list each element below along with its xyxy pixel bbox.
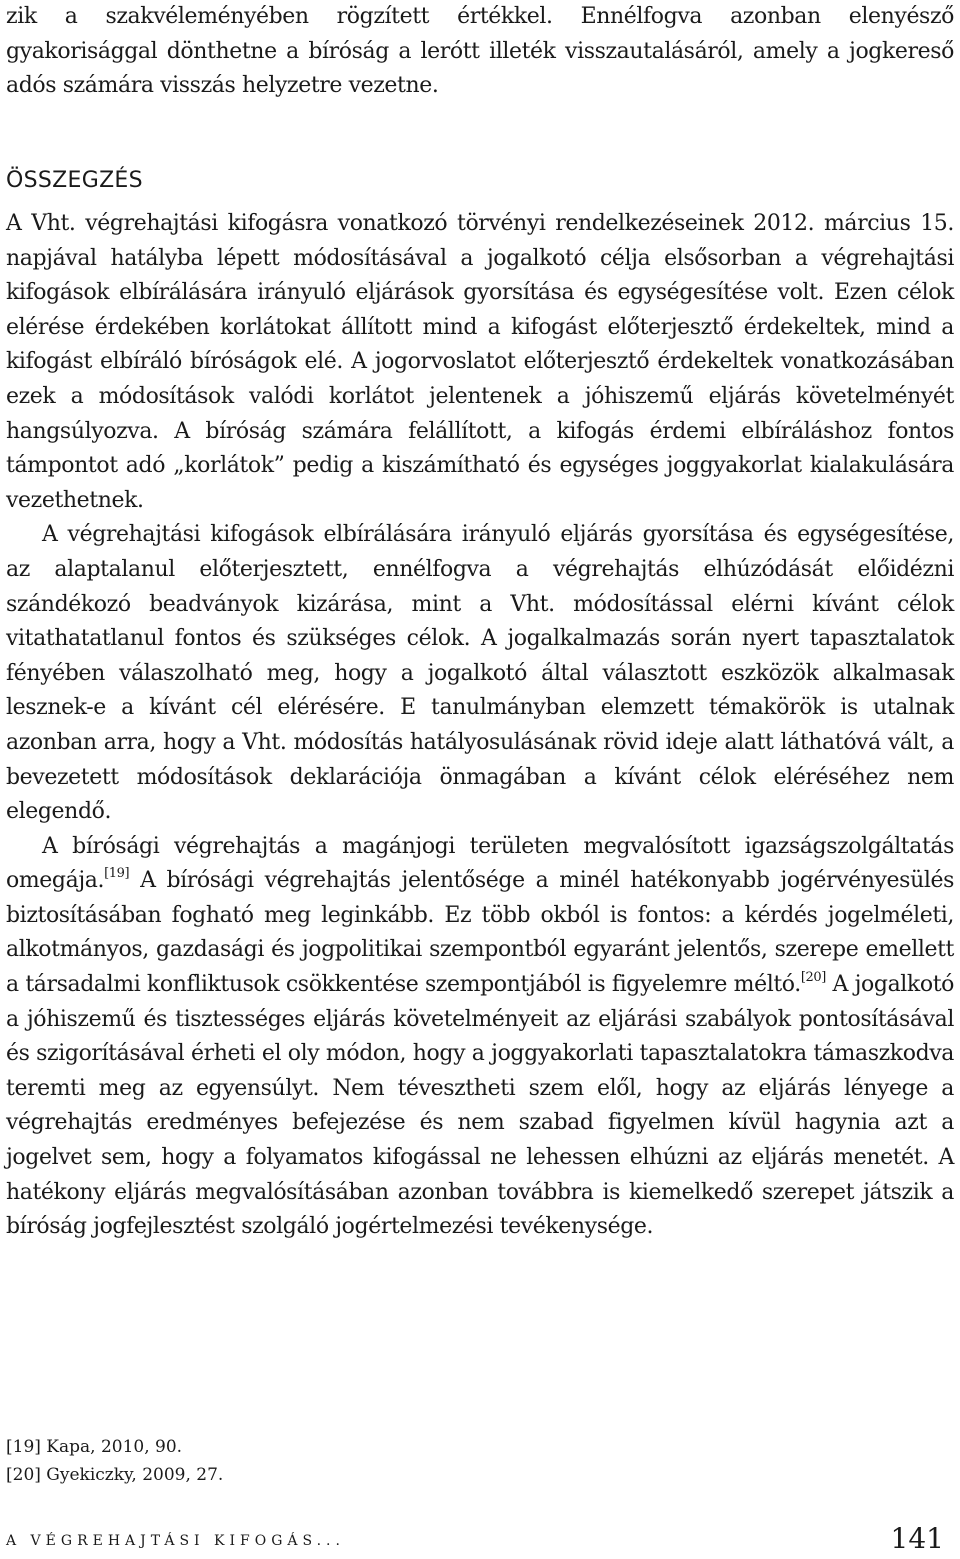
footnote-20: [20] Gyekiczky, 2009, 27. (6, 1465, 224, 1485)
page-number: 141 (890, 1522, 944, 1555)
body-text (6, 207, 954, 1245)
footnotes (6, 1433, 223, 1489)
running-title: A VÉGREHAJTÁSI KIFOGÁS... (6, 1533, 345, 1549)
section-heading: ÖSSZEGZÉS (6, 168, 143, 193)
paragraph-2: A végrehajtási kifogások elbírálására irányuló eljárás gyorsítása és egységesítése, az alaptalanul előterjesztett, ennélfogva a végrehajtás elhúzódását előidézni szándékozó beadványok kizárása, mint a Vht. módosítással elérni kívánt célok vitathatatlanul fontos és szükséges célok. A jogalkalmazás során nyert tapasztalatok fényében válaszolható meg, hogy a jogalkotó által választott eszközök alkalmasak lesznek-e a kívánt cél elérésére. E tanulmányban elemzett témakörök is utalnak azonban arra, hogy a Vht. módosítás hatályosulásának rövid ideje alatt láthatóvá vált, a bevezetett módosítások deklarációja önmagában a kívánt célok eléréséhez nem elegendő. (6, 522, 954, 825)
paragraph-3-part-c: A jogalkotó a jóhiszemű és tisztességes eljárás követelményeit az eljárási szabályok pontosításával és szigorításával érheti el oly módon, hogy a joggyakorlati tapasztalatokra támaszkodva teremti meg az egyensúlyt. Nem tévesztheti szem elől, hogy az eljárás lényege a végrehajtás eredményes befejezése és nem szabad figyelmen kívül hagynia azt a jogelvet sem, hogy a folyamatos kifogással ne lehessen elhúzni az eljárás menetét. A hatékony eljárás megvalósításában azonban továbbra is kiemelkedő szerepet játszik a bíróság jogfejlesztést szolgáló jogértelmezési tevékenysége. (6, 972, 954, 1240)
paragraph-3-part-b: A bírósági végrehajtás jelentősége a minél hatékonyabb jogérvényesülés biztosításában fogható meg leginkább. Ez több okból is fontos: a kérdés jogelméleti, alkotmányos, gazdasági és jogpolitikai szempontból egyaránt jelentős, szerepe emellett a társadalmi konfliktusok csökkentése szempontjából is figyelemre méltó. (6, 868, 954, 998)
paragraph-3 (6, 830, 954, 1245)
intro-paragraph: zik a szakvéleményében rögzített értékkel. Ennélfogva azonban elenyésző gyakorisággal dönthetne a bíróság a lerótt illeték visszautalásáról, amely a jogkereső adós számára visszás helyzetre vezetne. (6, 4, 954, 99)
footnote-ref-19[interactable]: [19] (104, 865, 130, 881)
footnote-ref-20[interactable]: [20] (800, 969, 826, 985)
paragraph-1: A Vht. végrehajtási kifogásra vonatkozó törvényi rendelkezéseinek 2012. március 15. napjával hatályba lépett módosításával a jogalkotó célja elsősorban a végrehajtási kifogások elbírálására irányuló eljárások gyorsítása és egységesítése volt. Ezen célok elérése érdekében korlátokat állított mind a kifogást előterjesztő érdekeltek, mind a kifogást elbíráló bíróságok elé. A jogorvoslatot előterjesztő érdekeltek vonatkozásában ezek a módosítások valódi korlátot jelentenek a jóhiszemű eljárás követelményét hangsúlyozva. A bíróság számára felállított, a kifogás érdemi elbíráláshoz fontos támpontot adó „korlátok” pedig a kiszámítható és egységes joggyakorlat kialakulására vezethetnek. (6, 211, 954, 513)
intro-paragraph-block (6, 0, 954, 104)
paragraph-3-part-a: A bírósági végrehajtás a magánjogi területen megvalósított igazságszolgáltatás omegája. (6, 833, 954, 894)
footnote-19: [19] Kapa, 2010, 90. (6, 1437, 183, 1457)
